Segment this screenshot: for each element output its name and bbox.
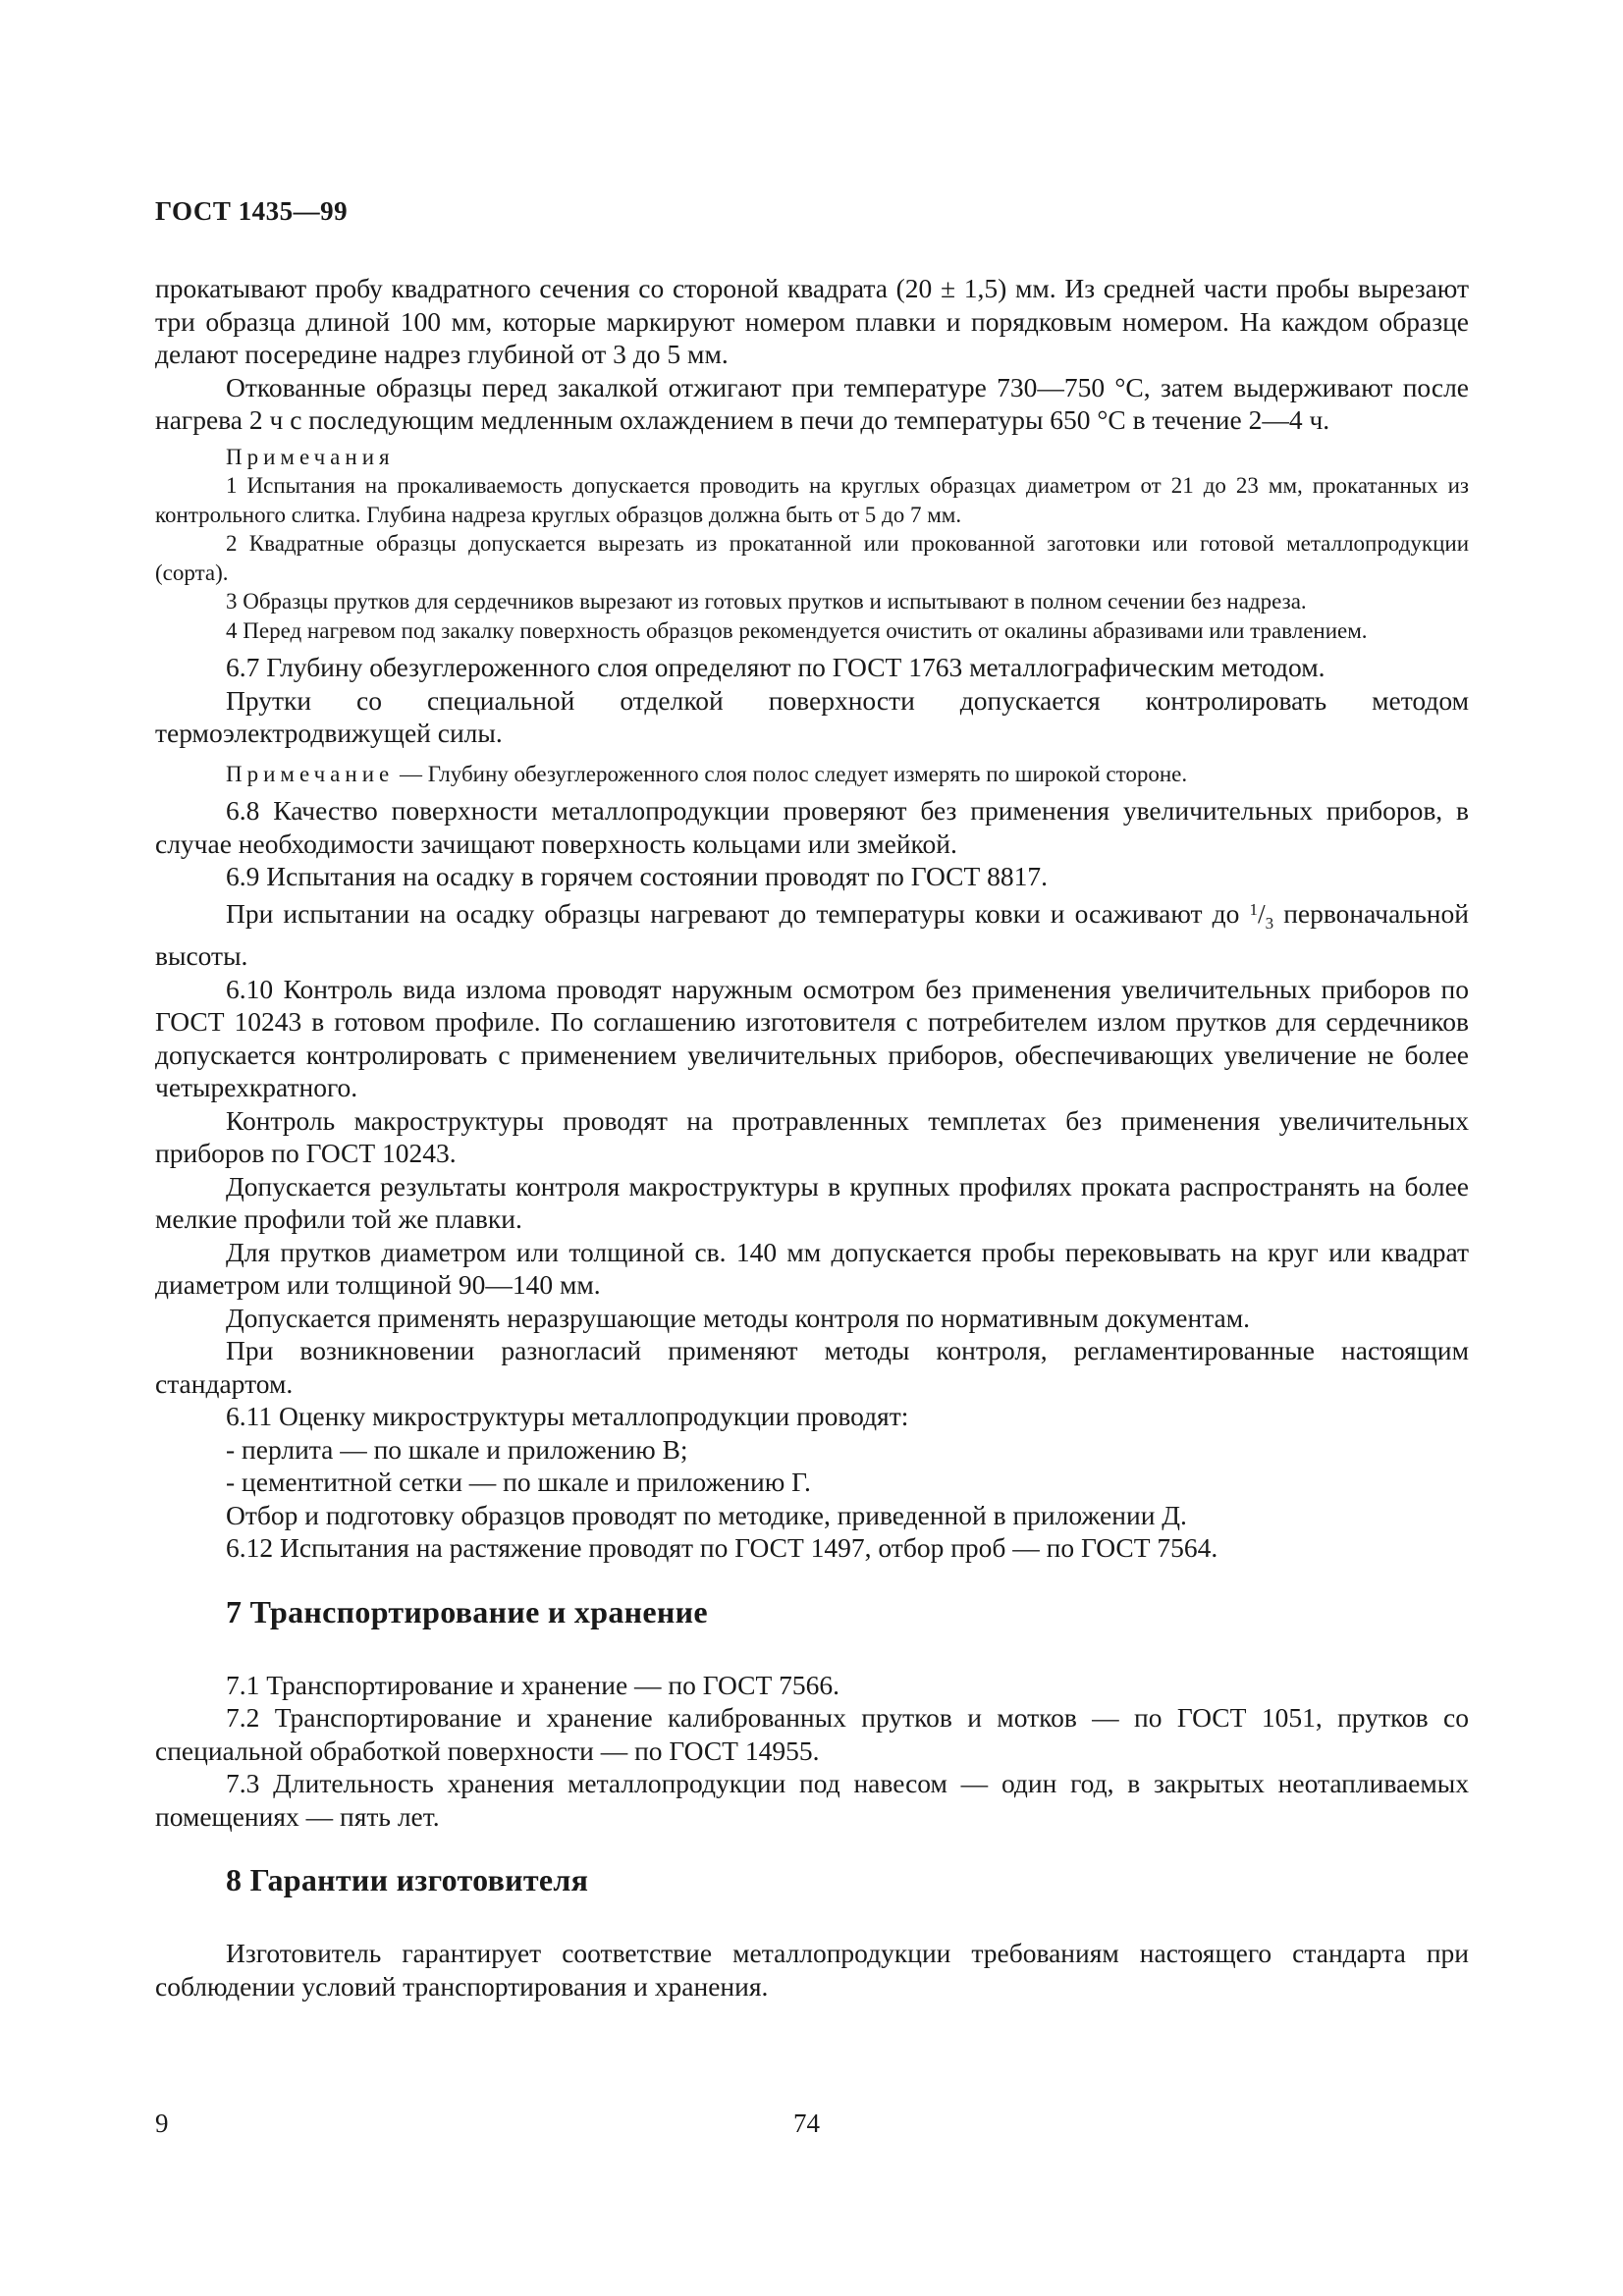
section-7-title: 7 Транспортирование и хранение: [226, 1593, 708, 1629]
paragraph: Допускается результаты контроля макроструктуры в крупных профилях проката распространять на более мелкие профили той же плавки.: [155, 1170, 1469, 1234]
notes-block: [155, 443, 1469, 646]
section-8-title: 8 Гарантии изготовителя: [226, 1862, 589, 1897]
note-text: — Глубину обезуглероженного слоя полос следует измерять по широкой стороне.: [394, 761, 1188, 786]
fraction-numerator: 1: [1249, 899, 1258, 919]
list-item: - перлита — по шкале и приложению В;: [226, 1433, 688, 1465]
page-header: ГОСТ 1435—99: [155, 196, 349, 226]
paragraph: 6.8 Качество поверхности металлопродукции проверяют без применения увеличительных приборов, в случае необходимости зачищают поверхность кольцами или змейкой.: [155, 795, 1469, 859]
paragraph: 6.12 Испытания на растяжение проводят по ГОСТ 1497, отбор проб — по ГОСТ 7564.: [226, 1532, 1218, 1563]
paragraph: 7.3 Длительность хранения металлопродукции под навесом — один год, в закрытых неотапливаемых помещениях — пять лет.: [155, 1768, 1469, 1832]
paragraph: Изготовитель гарантирует соответствие металлопродукции требованиям настоящего стандарта при соблюдении условий транспортирования и хранения.: [155, 1938, 1469, 2002]
paragraph: прокатывают пробу квадратного сечения со стороной квадрата (20 ± 1,5) мм. Из средней части пробы вырезают три образца длиной 100 мм, которые маркируют номером плавки и порядковым номером. На каждом образце делают посередине надрез глубиной от 3 до 5 мм.: [155, 273, 1469, 369]
paragraph-part: При испытании на осадку образцы нагревают до температуры ковки и осаживают до: [226, 897, 1250, 929]
footer-page-number-left: 9: [155, 2109, 169, 2138]
paragraph: Откованные образцы перед закалкой отжигают при температуре 730—750 °С, затем выдерживают после нагрева 2 ч с последующим медленным охлаждением в печи до температуры 650 °С в течение 2—4 ч.: [155, 371, 1469, 435]
paragraph-part: первоначальной высоты.: [155, 897, 1469, 971]
footer-page-number-center: 74: [793, 2109, 820, 2138]
note-item: 4 Перед нагревом под закалку поверхность образцов рекомендуется очистить от окалины абразивами или травлением.: [226, 617, 1368, 643]
paragraph: 6.10 Контроль вида излома проводят наружным осмотром без применения увеличительных приборов по ГОСТ 10243 в готовом профиле. По соглашению изготовителя с потребителем излом прутков для сердечников допускается контролировать с применением увеличительных приборов, обеспечивающих увеличение не более четырехкратного.: [155, 973, 1469, 1102]
paragraph: 6.9 Испытания на осадку в горячем состоянии проводят по ГОСТ 8817.: [226, 861, 1049, 891]
paragraph: Контроль макроструктуры проводят на протравленных темплетах без применения увеличительных приборов по ГОСТ 10243.: [155, 1104, 1469, 1168]
note-item: 1 Испытания на прокаливаемость допускается проводить на круглых образцах диаметром от 21 до 23 мм, прокатанных из контрольного слитка. Глубина надреза круглых образцов должна быть от 5 до 7 мм.: [155, 473, 1469, 527]
paragraph: 6.7 Глубину обезуглероженного слоя определяют по ГОСТ 1763 металлографическим методом.: [226, 652, 1325, 682]
paragraph: Прутки со специальной отделкой поверхности допускается контролировать методом термоэлектродвижущей силы.: [155, 684, 1469, 748]
note-item: 3 Образцы прутков для сердечников вырезают из готовых прутков и испытывают в полном сечении без надреза.: [226, 589, 1307, 614]
paragraph: Отбор и подготовку образцов проводят по методике, приведенной в приложении Д.: [226, 1499, 1187, 1530]
paragraph: Для прутков диаметром или толщиной св. 140 мм допускается пробы перековывать на круг или квадрат диаметром или толщиной 90—140 мм.: [155, 1236, 1469, 1300]
notes-heading: Примечания: [226, 444, 395, 469]
paragraph: Допускается применять неразрушающие методы контроля по нормативным документам.: [226, 1302, 1251, 1333]
paragraph: [155, 893, 1469, 973]
paragraph: 7.1 Транспортирование и хранение — по ГОСТ 7566.: [226, 1669, 840, 1700]
note-label: Примечание: [226, 761, 395, 786]
paragraph: При возникновении разногласий применяют методы контроля, регламентированные настоящим стандартом.: [155, 1335, 1469, 1399]
list-item: - цементитной сетки — по шкале и приложению Г.: [226, 1467, 811, 1497]
note-single: [155, 760, 1469, 789]
note-item: 2 Квадратные образцы допускается вырезать из прокатанной или прокованной заготовки или готовой металлопродукции (сорта).: [155, 531, 1469, 585]
document-body: [155, 272, 1469, 2002]
paragraph: 6.11 Оценку микроструктуры металлопродукции проводят:: [226, 1401, 909, 1431]
fraction: $^1/_3$: [1249, 897, 1274, 933]
fraction-denominator: 3: [1265, 913, 1274, 933]
paragraph: 7.2 Транспортирование и хранение калиброванных прутков и мотков — по ГОСТ 1051, прутков со специальной обработкой поверхности — по ГОСТ 14955.: [155, 1702, 1469, 1766]
